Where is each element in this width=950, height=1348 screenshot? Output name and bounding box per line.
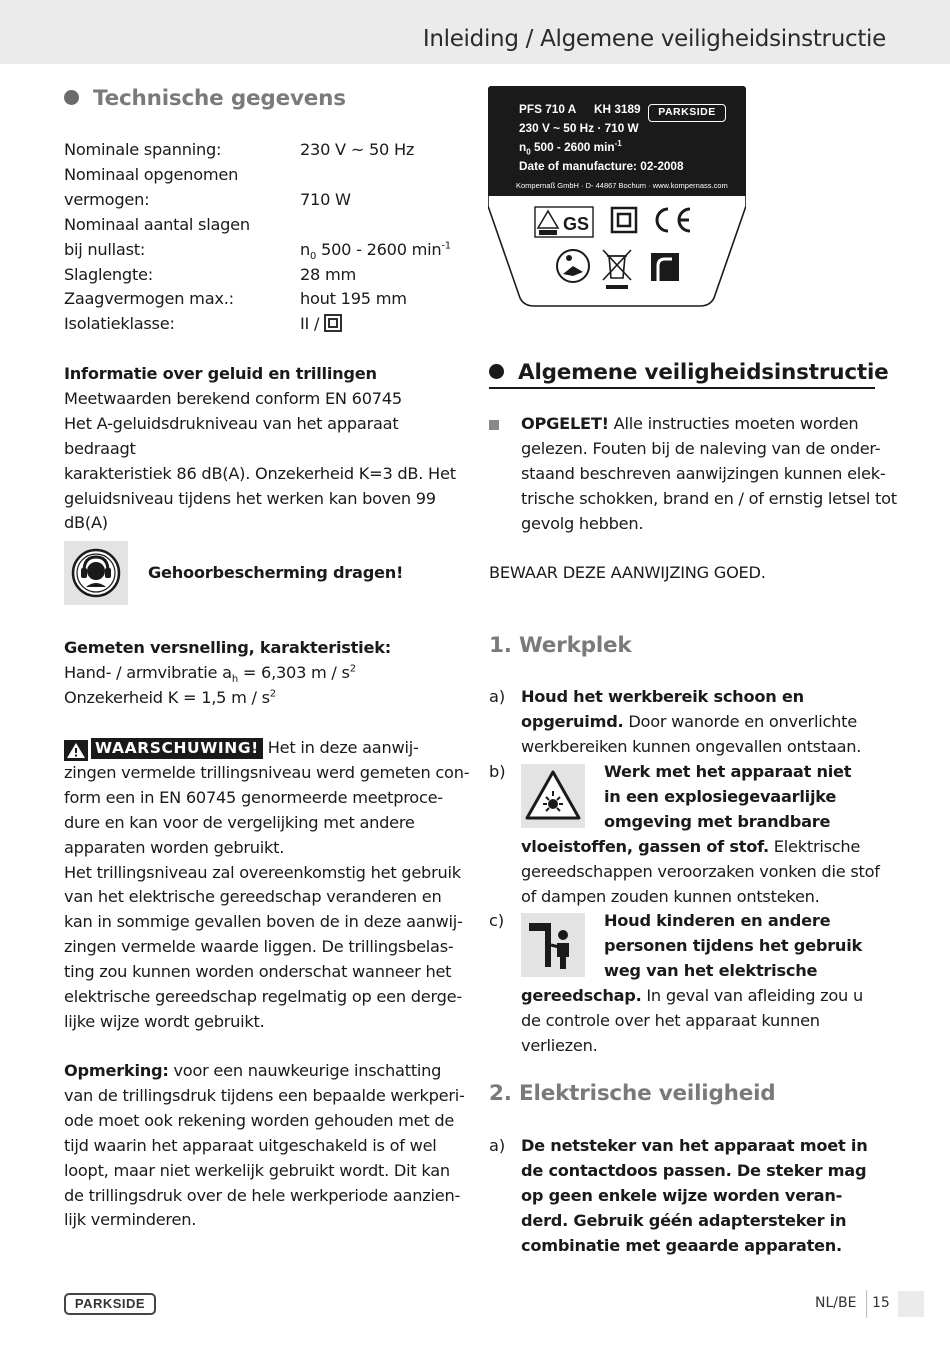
item-marker: b) xyxy=(489,762,506,781)
workplace-heading-row xyxy=(489,633,889,658)
warning-first-text: Het in deze aanwij- xyxy=(262,738,419,757)
plate-kh: KH 3189 xyxy=(594,102,641,116)
vibration-line2-main: Onzekerheid K = 1,5 m / s xyxy=(64,687,270,707)
spec-value-main: 500 - 2600 min xyxy=(316,239,442,259)
safety-heading-rule xyxy=(489,387,875,389)
workplace-b-line: of dampen zouden kunnen ontsteken. xyxy=(521,886,820,906)
caution-line: staand beschreven aanwijzingen kunnen elek- xyxy=(521,463,886,483)
caution-line: trische schokken, brand en / of ernstig letsel tot xyxy=(521,488,897,508)
ce-mark-icon xyxy=(650,205,694,235)
item-marker: a) xyxy=(489,1136,506,1155)
warning-line: apparaten worden gebruikt. xyxy=(64,837,285,857)
spec-key: Nominaal aantal slagen xyxy=(64,214,250,234)
vibration-line2 xyxy=(64,686,464,711)
noise-line: Het A-geluidsdrukniveau van het apparaat bedraagt xyxy=(64,413,399,458)
workplace-a-line3: werkbereiken kunnen ongevallen ontstaan. xyxy=(521,736,862,756)
vibration-section xyxy=(64,636,464,711)
footer-language: NL/BE xyxy=(815,1295,857,1311)
spec-value: hout 195 mm xyxy=(300,289,407,309)
note-line: lijk verminderen. xyxy=(64,1210,197,1230)
workplace-b-rest: Elektrische xyxy=(768,837,861,856)
double-insulation-icon xyxy=(324,314,342,332)
warning-triangle-icon xyxy=(64,740,88,761)
caution-first-line xyxy=(521,412,901,437)
workplace-b-bold: omgeving met brandbare xyxy=(604,811,831,831)
read-manual-icon xyxy=(555,248,591,284)
workplace-a-bold: Houd het werkbereik schoon en xyxy=(521,687,804,706)
plate-speed-main: 500 - 2600 min xyxy=(530,140,615,154)
warning-badge: WAARSCHUWING! xyxy=(91,738,263,759)
vibration-heading: Gemeten versnelling, karakteristiek: xyxy=(64,638,391,657)
note-block xyxy=(64,1059,474,1233)
tech-heading-text: Technische gegevens xyxy=(93,86,346,111)
footer-brand-logo: PARKSIDE xyxy=(64,1293,156,1315)
spec-row xyxy=(64,287,464,312)
rating-plate xyxy=(488,86,746,308)
warning-line: van het elektrische gereedschap veranderen en xyxy=(64,887,442,907)
caution-line: gevolg hebben. xyxy=(521,513,644,533)
page-number: 15 xyxy=(872,1295,890,1311)
footer-separator xyxy=(866,1290,867,1318)
vibration-line2-sup: 2 xyxy=(269,688,276,700)
electrical-a-line: op geen enkele wijze worden veran- xyxy=(521,1185,843,1205)
electrical-heading xyxy=(489,1081,889,1106)
square-bullet-icon xyxy=(489,412,499,430)
spec-row xyxy=(64,138,464,163)
spec-value-text: II / xyxy=(300,314,325,334)
ear-protection-label: Gehoorbescherming dragen! xyxy=(148,563,404,582)
footer-tab xyxy=(898,1291,924,1317)
workplace-b-line: gereedschappen veroorzaken vonken die stof xyxy=(521,861,880,881)
vibration-line1-main: = 6,303 m / s xyxy=(237,662,350,682)
workplace-c-bold4: gereedschap. xyxy=(521,986,642,1005)
electrical-a-line: De netsteker van het apparaat moet in xyxy=(521,1136,868,1155)
electrical-heading-text: Elektrische veiligheid xyxy=(519,1081,776,1106)
workplace-c-line: de controle over het apparaat kunnen verliezen. xyxy=(521,1010,820,1055)
noise-line: Meetwaarden berekend conform EN 60745 xyxy=(64,388,402,408)
keep-instructions: BEWAAR DEZE AANWIJZING GOED. xyxy=(489,563,766,582)
spec-value xyxy=(300,163,464,188)
plate-speed-sup: -1 xyxy=(614,139,622,149)
weee-bin-icon xyxy=(600,246,634,292)
plate-speed-pre: n xyxy=(519,140,527,154)
electrical-item-a xyxy=(521,1134,901,1259)
electrical-a-line: combinatie met geaarde apparaten. xyxy=(521,1235,842,1255)
caution-first-text: Alle instructies moeten worden xyxy=(608,414,859,433)
plate-speed xyxy=(519,139,622,157)
warning-line: dure en kan voor de vergelijking met andere xyxy=(64,812,415,832)
workplace-item-a xyxy=(521,685,901,760)
note-line: loopt, maar niet werkelijk gebruikt wordt. Dit kan xyxy=(64,1160,450,1180)
workplace-item-b-bottom xyxy=(521,835,901,910)
noise-section xyxy=(64,362,464,561)
warning-block xyxy=(64,736,474,1035)
electrical-heading-row xyxy=(489,1081,889,1106)
workplace-item-c-top xyxy=(604,909,904,984)
ear-protection-label-wrap xyxy=(148,561,403,586)
workplace-a-bold2: opgeruimd. xyxy=(521,711,624,731)
electrical-a-line: derd. Gebruik géén adaptersteker in xyxy=(521,1210,847,1230)
protection-class-icon xyxy=(610,206,638,234)
workplace-item-c-bottom xyxy=(521,984,901,1059)
page-header-title: Inleiding / Algemene veiligheidsinstructie xyxy=(422,26,886,52)
ear-protection-icon xyxy=(64,541,128,605)
safety-section xyxy=(489,360,889,389)
warning-line: zingen vermelde trillingsniveau werd gemeten con- xyxy=(64,762,470,782)
vibration-line1-pre: Hand- / armvibratie a xyxy=(64,662,232,682)
svg-text:GS: GS xyxy=(563,214,590,234)
workplace-item-b-top xyxy=(604,760,904,835)
note-line: van de trillingsdruk tijdens een bepaalde werkperi- xyxy=(64,1085,465,1105)
spec-key: Zaagvermogen max.: xyxy=(64,289,234,309)
noise-line: karakteristiek 86 dB(A). Onzekerheid K=3 dB. Het xyxy=(64,463,456,483)
spec-key: Nominale spanning: xyxy=(64,140,222,159)
workplace-heading-text: Werkplek xyxy=(519,633,632,658)
keep-wrap xyxy=(489,561,889,586)
tech-section xyxy=(64,86,464,111)
spec-row xyxy=(64,312,464,337)
spec-key: Isolatieklasse: xyxy=(64,314,175,334)
spec-value: 710 W xyxy=(300,189,351,209)
spec-value-pre: n xyxy=(300,239,311,259)
workplace-a-rest: Door wanorde en onverlichte xyxy=(623,711,857,731)
warning-line: kan in sommige gevallen boven de in deze aanwij- xyxy=(64,912,463,932)
note-line: ode moet ook rekening worden gehouden met de xyxy=(64,1110,455,1130)
spec-row xyxy=(64,213,464,238)
workplace-c-rest: In geval van afleiding zou u xyxy=(641,986,863,1005)
note-first-text: voor een nauwkeurige inschatting xyxy=(168,1061,442,1080)
bullet-dot-icon xyxy=(64,90,79,105)
spec-value-sup: -1 xyxy=(441,240,451,252)
plate-manufacturer: Kompernaß GmbH · D- 44867 Bochum · www.kompernass.com xyxy=(516,181,728,190)
item-marker: a) xyxy=(489,687,506,706)
spec-table xyxy=(64,138,464,337)
tech-heading xyxy=(64,86,464,111)
workplace-b-bold: Werk met het apparaat niet xyxy=(604,762,852,781)
spec-row xyxy=(64,188,464,213)
spec-value xyxy=(300,238,464,263)
electrical-num: 2. xyxy=(489,1081,512,1106)
spec-value xyxy=(300,312,464,337)
tuv-mark-icon xyxy=(650,252,680,282)
gs-mark-icon xyxy=(534,206,594,238)
vibration-line1 xyxy=(64,661,464,686)
warning-line: lijke wijze wordt gebruikt. xyxy=(64,1011,265,1031)
workplace-b-bold: in een explosiegevaarlijke xyxy=(604,786,837,806)
spec-row xyxy=(64,263,464,288)
note-line: tijd waarin het apparaat uitgeschakeld is of wel xyxy=(64,1135,437,1155)
plate-date: Date of manufacture: 02-2008 xyxy=(519,159,684,173)
spec-key: bij nullast: xyxy=(64,239,146,259)
header-bar xyxy=(0,0,950,64)
spec-row xyxy=(64,163,464,188)
caution-line: gelezen. Fouten bij de naleving van de onder- xyxy=(521,438,881,458)
vibration-line1-sup: 2 xyxy=(349,663,356,675)
spec-value-sub: 0 xyxy=(310,250,317,262)
workplace-c-bold: Houd kinderen en andere xyxy=(604,911,831,930)
note-line: de trillingsdruk over de hele werkperiode aanzien- xyxy=(64,1185,461,1205)
plate-rating: 230 V ~ 50 Hz · 710 W xyxy=(519,121,639,135)
workplace-c-bold: personen tijdens het gebruik xyxy=(604,935,863,955)
caution-block xyxy=(521,412,901,537)
caution-label: OPGELET! xyxy=(521,414,609,433)
spec-value: 28 mm xyxy=(300,264,357,284)
workplace-b-bold4: vloeistoffen, gassen of stof. xyxy=(521,837,769,856)
safety-heading-text: Algemene veiligheidsinstructie xyxy=(518,360,889,385)
safety-heading xyxy=(489,360,889,385)
warning-first-line xyxy=(64,736,474,761)
workplace-a-line2 xyxy=(521,710,901,735)
note-first-line xyxy=(64,1059,474,1084)
workplace-c-line4 xyxy=(521,984,901,1009)
spec-key: Slaglengte: xyxy=(64,264,153,284)
warning-line: ting zou kunnen worden onderschat wanneer het xyxy=(64,962,452,982)
workplace-b-line4 xyxy=(521,835,901,860)
item-marker: c) xyxy=(489,911,505,930)
noise-line: geluidsniveau tijdens het werken kan boven 99 dB(A) xyxy=(64,488,436,533)
workplace-c-bold: weg van het elektrische xyxy=(604,960,818,980)
warning-line: zingen vermelde waarde liggen. De trillingsbelas- xyxy=(64,937,454,957)
spec-value: 230 V ~ 50 Hz xyxy=(300,140,415,159)
plate-brand-logo: PARKSIDE xyxy=(648,104,726,122)
workplace-num: 1. xyxy=(489,633,512,658)
warning-line: elektrische gereedschap regelmatig op een derge- xyxy=(64,987,462,1007)
workplace-heading xyxy=(489,633,889,658)
note-label: Opmerking: xyxy=(64,1061,169,1080)
vibration-line1-sub: h xyxy=(231,674,238,686)
spec-row xyxy=(64,238,464,263)
electrical-a-line: de contactdoos passen. De steker mag xyxy=(521,1160,867,1180)
plate-model: PFS 710 A xyxy=(519,102,577,116)
explosion-hazard-icon xyxy=(521,764,585,828)
bullet-dot-icon xyxy=(489,364,504,379)
spec-value xyxy=(300,213,464,238)
spec-key: vermogen: xyxy=(64,189,150,209)
spec-key: Nominaal opgenomen xyxy=(64,164,239,184)
warning-line: form een in EN 60745 genormeerde meetproce- xyxy=(64,787,443,807)
warning-line: Het trillingsniveau zal overeenkomstig het gebruik xyxy=(64,862,461,882)
plate-speed-sub: 0 xyxy=(526,147,531,157)
keep-children-away-icon xyxy=(521,913,585,977)
noise-heading: Informatie over geluid en trillingen xyxy=(64,364,377,383)
